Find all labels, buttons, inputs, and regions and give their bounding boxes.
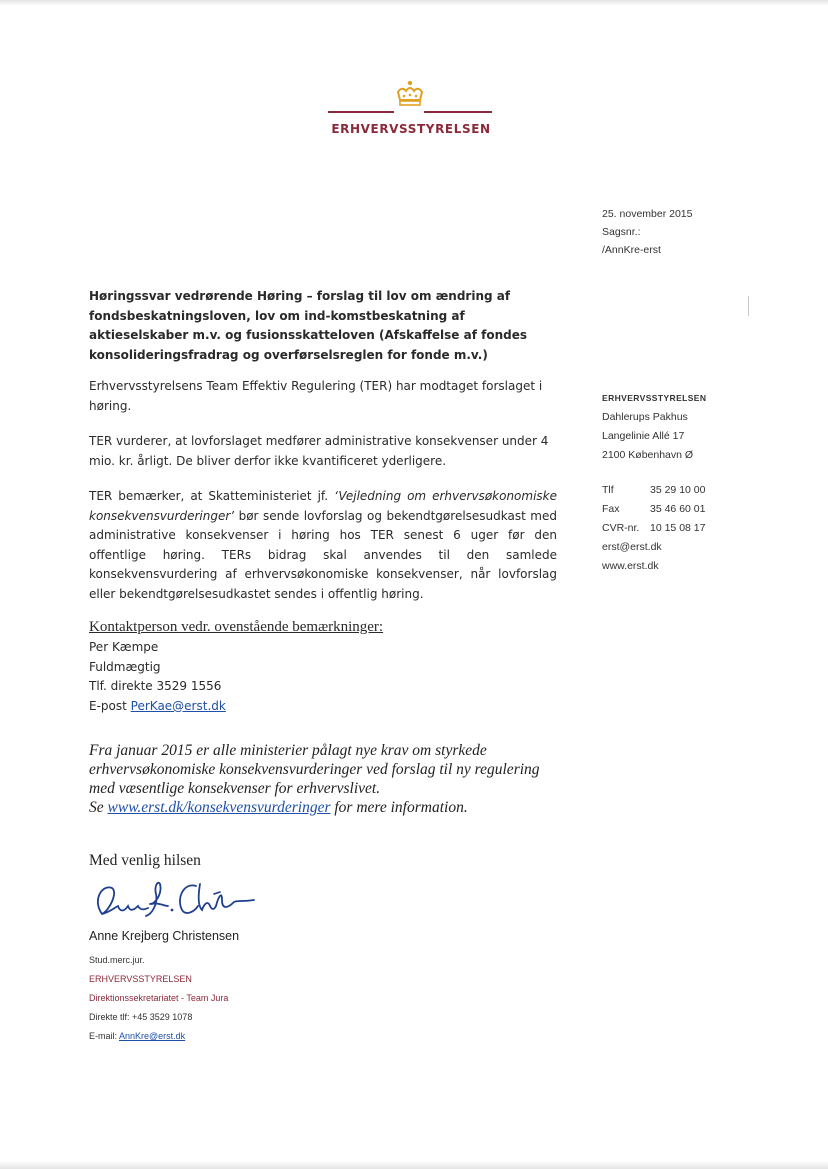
sidebar-tlf-label: Tlf <box>602 484 614 496</box>
sidebar-cvr-label: CVR-nr. <box>602 522 640 534</box>
paragraph-3-end: bør sende lovforslag og bekendtgørelsesudkast med administrative konsekvenser i høring hos TER senest 6 uger før den offentlige høring. TERs bidrag skal anvendes til den samlede konsekvensvurdering af erhvervsøkonomiske konsekvenser, når lovforslag eller bekendtgørelsesudkastet sendes i offentlig høring. <box>89 508 557 601</box>
reference: /AnnKre-erst <box>602 244 661 256</box>
letterhead-rule-right <box>424 111 492 113</box>
konsekvensvurderinger-link[interactable]: www.erst.dk/konsekvensvurderinger <box>107 799 331 816</box>
signer-email-label: E-mail: <box>89 1031 120 1041</box>
notice-end: for mere information. <box>330 799 468 816</box>
sidebar-contact <box>602 481 705 576</box>
contact-email-line <box>89 697 383 717</box>
sidebar-address-2: Langelinie Allé 17 <box>602 430 685 442</box>
signer-email-link[interactable]: AnnKre@erst.dk <box>119 1031 186 1041</box>
notice-se: Se <box>89 799 108 816</box>
signer-name: Anne Krejberg Christensen <box>89 929 240 943</box>
sidebar-address <box>602 389 706 465</box>
contact-phone: Tlf. direkte 3529 1556 <box>89 679 222 693</box>
sidebar-cvr: 10 15 08 17 <box>650 522 706 534</box>
contact-email-link[interactable]: PerKae@erst.dk <box>130 698 226 713</box>
sidebar-fax-row <box>602 500 705 519</box>
letterhead-rule-left <box>328 111 394 113</box>
paragraph-3-start: TER bemærker, at Skatteministeriet jf. <box>89 489 335 503</box>
contact-title: Fuldmægtig <box>89 659 161 674</box>
signer-details <box>89 951 228 1046</box>
case-number-label: Sagsnr.: <box>602 226 641 238</box>
contact-block <box>89 617 383 716</box>
sidebar-tlf-row <box>602 481 705 500</box>
guideline-title: ‘Vejledning om erhvervsøkonomiske konsekvensvurderinger’ <box>89 489 558 523</box>
scan-mark <box>748 296 749 316</box>
notice-text: Fra januar 2015 er alle ministerier pålagt nye krav om styrkede erhvervsøkonomiske konsekvensvurderinger ved forslag til ny regulering med væsentlige konsekvenser for erhvervslivet. <box>89 742 540 797</box>
notice-link-line <box>89 798 559 817</box>
scan-top-edge <box>0 0 828 6</box>
signer-email-line <box>89 1027 228 1046</box>
letter-date: 25. november 2015 <box>602 208 693 220</box>
handwritten-signature <box>88 870 258 930</box>
paragraph-3 <box>89 487 557 604</box>
sidebar-tlf: 35 29 10 00 <box>650 484 706 496</box>
paragraph-2: TER vurderer, at lovforslaget medfører administrative konsekvenser under 4 mio. kr. årligt. De bliver derfor ikke kvantificeret yderligere. <box>89 434 549 468</box>
crown-icon <box>393 80 427 108</box>
signer-degree: Stud.merc.jur. <box>89 955 145 965</box>
signer-phone: Direkte tlf: +45 3529 1078 <box>89 1012 193 1022</box>
notice-block <box>89 741 559 817</box>
signer-org: ERHVERVSSTYRELSEN <box>89 974 192 984</box>
contact-name: Per Kæmpe <box>89 640 159 654</box>
sidebar-fax: 35 46 60 01 <box>650 503 706 515</box>
sidebar-email[interactable]: erst@erst.dk <box>602 541 662 553</box>
sidebar-address-1: Dahlerups Pakhus <box>602 411 688 423</box>
sidebar-address-3: 2100 København Ø <box>602 449 694 461</box>
brand-logo-text: ERHVERVSSTYRELSEN <box>331 122 491 136</box>
paragraph-1: Erhvervsstyrelsens Team Effektiv Regulering (TER) har modtaget forslaget i høring. <box>89 379 543 413</box>
sidebar-org: ERHVERVSSTYRELSEN <box>602 393 707 403</box>
signer-department: Direktionssekretariatet - Team Jura <box>89 993 229 1003</box>
sidebar-web[interactable]: www.erst.dk <box>602 560 659 572</box>
subject-heading: Høringssvar vedrørende Høring – forslag til lov om ændring af fondsbeskatningsloven, lov om ind-komstbeskatning af aktieselskaber m.v. og fusionsskatteloven (Afskaffelse af fondes konsolideringsfradrag og overførselsreglen for fonde m.v.) <box>89 289 527 362</box>
letter-meta <box>602 205 692 259</box>
scan-bottom-edge <box>0 1161 828 1169</box>
sidebar-fax-label: Fax <box>602 503 620 515</box>
contact-email-label: E-post <box>89 698 131 713</box>
sidebar-cvr-row <box>602 519 705 538</box>
greeting: Med venlig hilsen <box>89 852 201 869</box>
contact-heading: Kontaktperson vedr. ovenstående bemærkninger: <box>89 619 384 635</box>
